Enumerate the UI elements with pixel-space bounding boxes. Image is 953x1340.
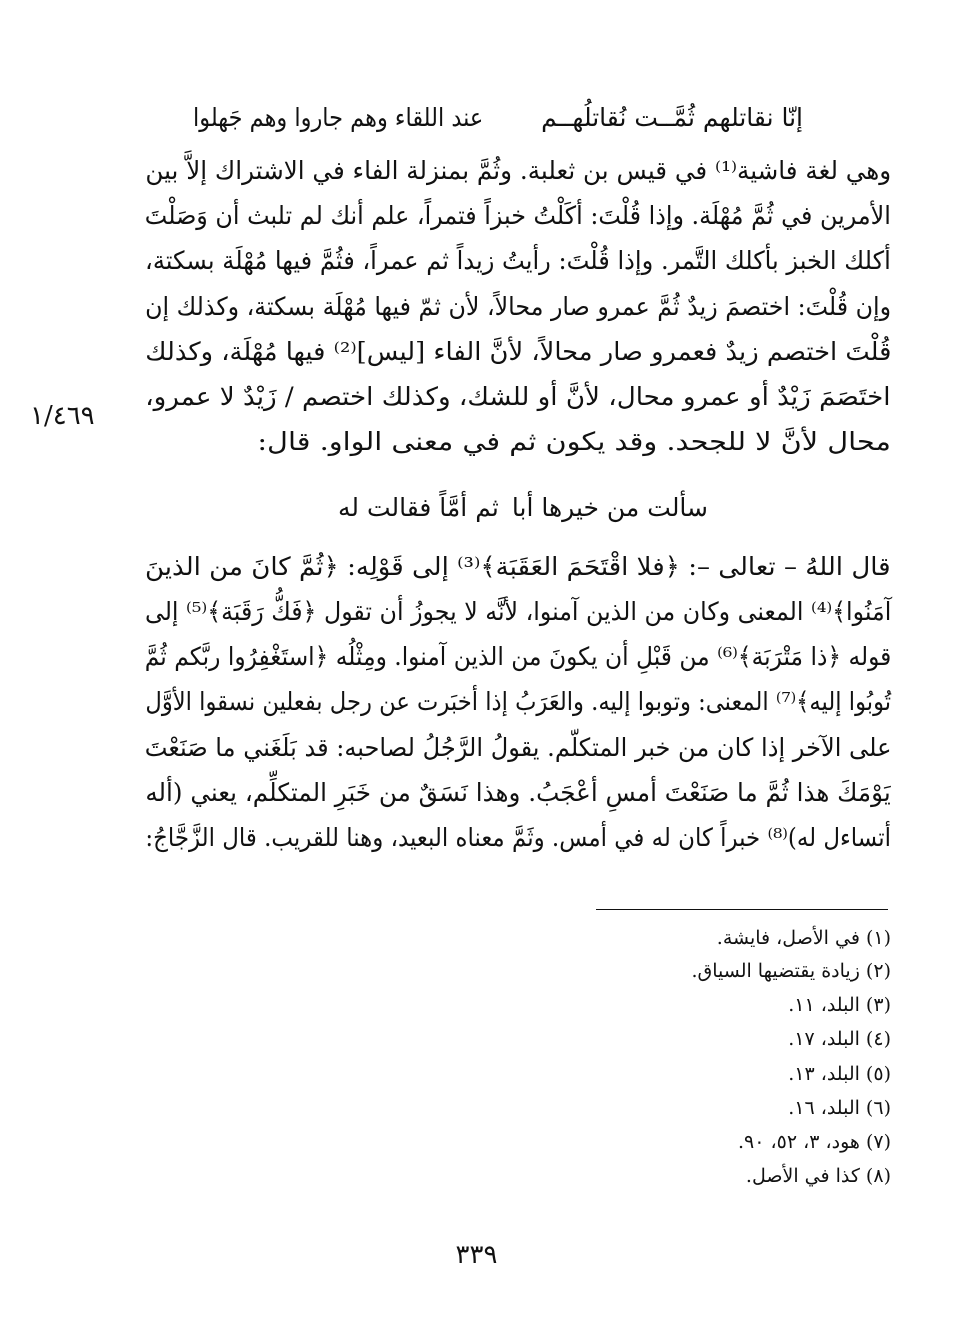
para2-line: يَوْمَكَ هذا ثُمَّ ما صَنَعْتَ أمسِ أعْجَبُ. وهذا نَسَقٌ من خَبَرِ المتكلِّم، يعني (أله [145, 778, 891, 807]
footnote: (٦) البلد، ١٦. [788, 1097, 891, 1119]
footnote: (٥) البلد، ١٣. [788, 1063, 891, 1085]
footnote: (٤) البلد، ١٧. [788, 1028, 891, 1050]
para1-line: الأمرين في ثُمَّ مُهْلَة. وإذا قُلْتَ: أكَلْتُ خبزاً فتمراً، علم أنك لم تلبث أن وَصَلْتَ [144, 201, 891, 230]
para1-line: وإن قُلْتَ: اختصمَ زيدٌ ثُمَّ عمرو صار محالاً، لأن ثمّ فيها مُهْلَة بسكتة، وكذلك إن [144, 292, 891, 321]
verse-hemistich-left: عند اللقاء وهم جاروا وهم جَهلوا [193, 103, 484, 132]
para1-line: اختَصَمَ زَيْدٌ أو عمرو محال، لأنَّ أو للشك، وكذلك اختصم / زَيْدٌ لا عمرو، [145, 382, 891, 411]
verse-top [0, 100, 953, 136]
para2-line: أتساءل له)⁽⁸⁾ خبراً كان له في أمس. وثَمَّ معناه البعيد، وهنا للقريب. قال الزَّجَّاجُ: [145, 823, 891, 852]
para1-line: أكلك الخبز بأكلك التَّمر. وإذا قُلْتَ: رأيتُ زيداً ثم عمراً، فثُمَّ فيها مُهْلَة بسكتة، [145, 246, 891, 275]
margin-reference: ١/٤٦٩ [30, 401, 95, 431]
footnote-divider [596, 909, 888, 910]
footnote: (٣) البلد، ١١. [788, 994, 891, 1016]
para2-line: قوله ﴿ذا مَتْرَبَة﴾⁽⁶⁾ من قَبْلِ أن يكونَ من الذين آمنوا. ومِثْلُه ﴿استَغْفِرُوا ربَّكم ثُمَّ [144, 642, 891, 671]
footnote: (٧) هود، ٣، ٥٢، ٩٠. [737, 1131, 891, 1153]
para1-line: وهي لغة فاشية⁽¹⁾ في قيس بن ثعلبة. وثُمَّ بمنزلة الفاء في الاشتراك إلاَّ بين [145, 156, 891, 185]
verse-mid [0, 490, 953, 526]
para2-line: على الآخر إذا كان من خبر المتكلّم. يقولُ الرَّجُلُ لصاحبه: قد بَلَغَني ما صَنَعْتَ [144, 733, 891, 762]
verse-hemistich-right: سألت من خيرها أبا [511, 493, 708, 522]
footnote: (٢) زيادة يقتضيها السياق. [691, 960, 891, 982]
para2-line: آمَنُوا﴾⁽⁴⁾ المعنى وكان من الذين آمنوا، لأنَّه لا يجوزُ أن تقول ﴿فَكُّ رَقَبَة﴾⁽⁵⁾ إلى [144, 597, 891, 626]
verse-hemistich-left: ثم أمَّاً فقالت له [338, 493, 499, 522]
para1-line: قُلْتَ اختصم زيدٌ فعمرو صار محالاً، لأنَّ الفاء [ليس]⁽²⁾ فيها مُهْلَة، وكذلك [144, 337, 891, 366]
para1-line: محال لأنَّ لا للجحد. وقد يكون ثم في معنى الواو. قال: [257, 427, 891, 456]
page-number: ٣٣٩ [455, 1240, 498, 1270]
para2-line: قال اللهُ – تعالى –: ﴿فلا اقْتَحَمَ العَقَبَة﴾⁽³⁾ إلى قَوْلِه: ﴿ثُمَّ كانَ من الذينَ [145, 552, 891, 581]
verse-hemistich-right: إنّا نقاتلهم ثُمَّــت نُقاتلُهــم [541, 103, 803, 132]
para2-line: تُوبُوا إليه﴾⁽⁷⁾ المعنى: وتوبوا إليه. والعَرَبُ إذا أخبَرت عن رجل بفعلين نسقوا الأوَّل [145, 687, 891, 716]
footnote: (١) في الأصل، فايشة. [716, 927, 891, 949]
footnote: (٨) كذا في الأصل. [745, 1165, 891, 1187]
